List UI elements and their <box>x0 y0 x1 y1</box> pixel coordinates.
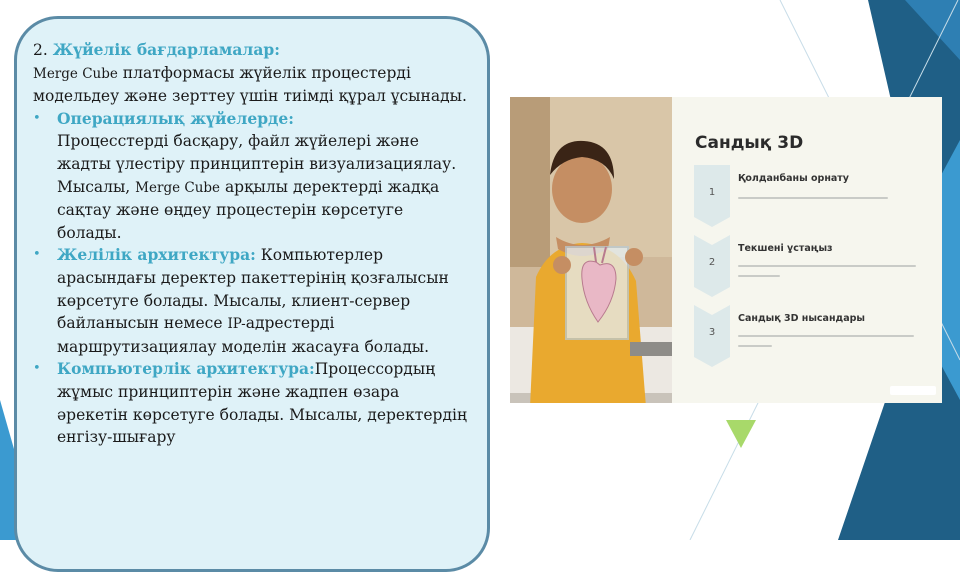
section-heading <box>33 39 471 62</box>
list-item-brand: Merge Cube <box>135 179 221 196</box>
list-item <box>33 358 471 448</box>
slide-badge <box>890 386 936 395</box>
bullet-icon: • <box>33 361 41 377</box>
intro-text: платформасы жүйелік процестерді модельдеу және зерттеу үшін тиімді құрал ұсынады. <box>33 63 467 106</box>
deco-small-triangle <box>726 420 756 448</box>
step-item <box>694 235 922 297</box>
heading-number: 2. <box>33 41 48 59</box>
bullet-icon: • <box>33 247 41 263</box>
list-item-text: Процессордың жұмыс принциптерін және жадпен өзара әрекетін көрсетуге болады. Мысалы, деректердің енгізу-шығару <box>57 360 467 447</box>
step-description <box>738 275 780 277</box>
step-number: 2 <box>708 257 716 268</box>
list-item-title: Желілік архитектура: <box>57 245 256 265</box>
step-title: Текшені ұстаңыз <box>738 243 833 254</box>
list-item <box>33 244 471 358</box>
slide-thumbnail <box>672 97 942 403</box>
step-description <box>738 345 772 347</box>
list-item-title: Операциялық жүйелерде: <box>57 108 294 128</box>
list-item-brand: IP- <box>227 316 246 333</box>
bullet-icon: • <box>33 110 41 126</box>
step-title: Қолданбаны орнату <box>738 173 849 184</box>
step-number: 1 <box>708 187 716 198</box>
intro-paragraph <box>33 62 471 108</box>
student-cube-photo <box>510 97 672 403</box>
step-description <box>738 197 888 199</box>
slide-title: Сандық 3D <box>695 133 804 153</box>
list-item-text-end: арқылы деректерді жадқа сақтау және өңдеу процестерін көрсетуге болады. <box>57 177 440 242</box>
list-item-text-end: адрестерді маршрутизациялау моделін жасауға болады. <box>57 314 430 356</box>
step-description <box>738 335 914 337</box>
step-item <box>694 305 922 367</box>
list-item-title: Компьютерлік архитектура: <box>57 359 315 379</box>
topic-list <box>33 108 471 449</box>
list-item-text: Компьютерлер арасындағы деректер пакеттерінің қозғалысын көрсетуге болады. Мысалы, клиент-сервер байланысын немесе <box>57 246 449 333</box>
content-textbox <box>14 16 490 572</box>
intro-brand: Merge Cube <box>33 65 118 82</box>
step-item <box>694 165 922 227</box>
list-item-text: Процесстерді басқару, файл жүйелері және жадты үлестіру принциптерін визуализациялау. Мысалы, <box>57 132 457 196</box>
step-number: 3 <box>708 327 716 338</box>
step-description <box>738 265 916 267</box>
heading-title: Жүйелік бағдарламалар: <box>52 40 280 59</box>
step-title: Сандық 3D нысандары <box>738 313 866 324</box>
list-item <box>33 108 471 245</box>
